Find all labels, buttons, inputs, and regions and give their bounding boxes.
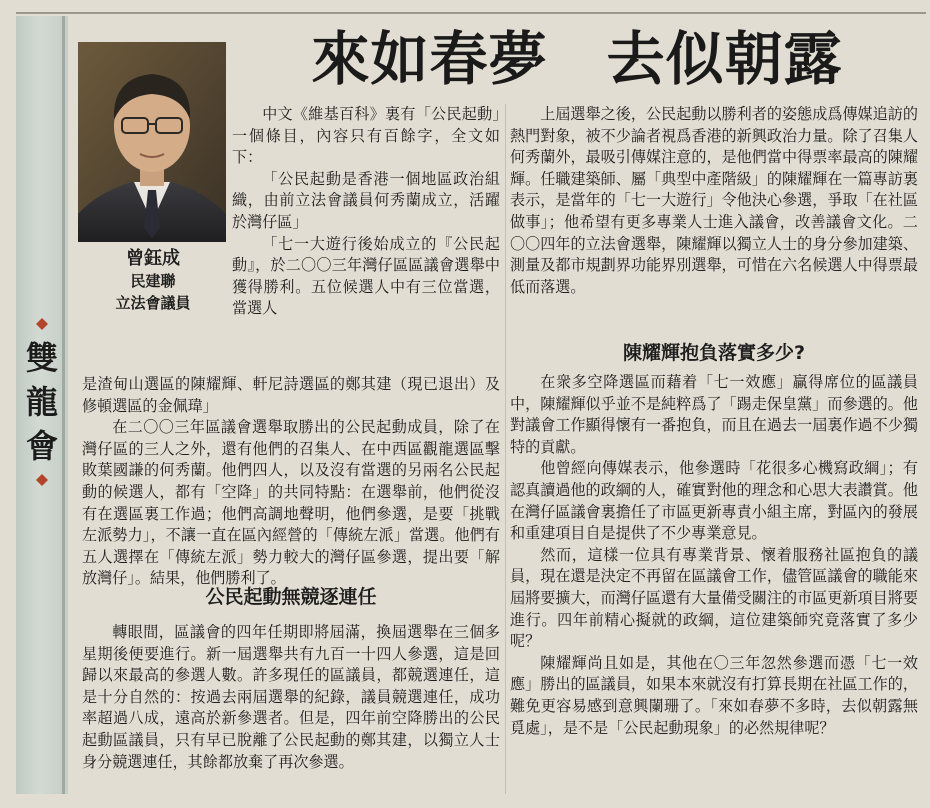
column-label-text <box>18 336 66 468</box>
section-heading: 公民起動無競逐連任 <box>205 586 377 608</box>
author-photo <box>78 42 226 242</box>
author-party: 民建聯 <box>130 272 176 290</box>
diamond-ornament-icon <box>36 474 48 486</box>
body-text-2 <box>82 622 500 773</box>
body-text-1 <box>82 374 500 590</box>
author-title: 立法會議員 <box>115 294 191 312</box>
column-label-char: 會 <box>25 427 58 465</box>
paragraph: 他曾經向傳媒表示，他參選時「花很多心機寫政綱」；有認真讀過他的政綱的人，確實對他的理念和心思大表讚賞。他在灣仔區議會裏擔任了市區更新專責小組主席，對區內的發展和重建項目自是提供了不少專業意見。 <box>510 459 918 543</box>
paragraph: 轉眼間，區議會的四年任期即將屆滿，換屆選舉在三個多星期後便要進行。新一屆選舉共有九百一十四人參選，這是回歸以來最高的參選人數。許多現任的區議員，都競選連任，這是十分自然的：按過去兩屆選舉的紀錄，議員競選連任，成功率超過八成，遠高於新參選者。但是，四年前空降勝出的公民起動區議員，只有早已脫離了公民起動的鄭其建，以獨立人士身分競選連任，其餘都放棄了再次參選。 <box>82 623 500 771</box>
section-heading: 陳耀輝抱負落實多少? <box>622 342 806 364</box>
paragraph: 上屆選舉之後，公民起動以勝利者的姿態成爲傳媒追訪的熱門對象，被不少論者視爲香港的新興政治力量。除了召集人何秀蘭外，最吸引傳媒注意的，是他們當中得票率最高的陳耀輝。任職建築師、屬「典型中產階級」的陳耀輝在一篇專訪裏表示，是當年的「七一大遊行」令他決心參選，爭取「在社區做事」；他希望有更多專業人士進入議會，改善議會文化。二〇〇四年的立法會選舉，陳耀輝以獨立人士的身分參加建築、測量及都市規劃界功能界別選舉，可惜在六名候選人中得票最低而落選。 <box>510 105 918 296</box>
paragraph: 在二〇〇三年區議會選舉取勝出的公民起動成員，除了在灣仔區的三人之外，還有他們的召集人、在中西區觀龍選區擊敗葉國謙的何秀蘭。他們四人，以及沒有當選的另兩名公民起動的候選人，都有「空降」的共同特點：在選舉前，他們從沒有在選區裏工作過；他們高調地聲明，他們參選，是要「挑戰左派勢力」，不讓一直在區內經營的「傳統左派」當選。他們有五人選擇在「傳統左派」勢力較大的灣仔區參選，提出要「解放灣仔」。結果，他們勝利了。 <box>82 418 500 588</box>
author-name: 曾鈺成 <box>126 248 180 269</box>
top-rule <box>16 12 926 14</box>
column-label-char: 雙 <box>25 339 58 377</box>
column-label <box>18 318 66 486</box>
paragraph: 「公民起動是香港一個地區政治組織，由前立法會議員何秀蘭成立，活躍於灣仔區」 <box>232 169 500 231</box>
paragraph: 中文《維基百科》裏有「公民起動」一個條目，內容只有百餘字，全文如下： <box>232 105 500 167</box>
paragraph: 是渣甸山選區的陳耀輝、軒尼詩選區的鄭其建（現已退出）及修頓選區的金佩瑋」 <box>82 375 500 415</box>
column-label-char: 龍 <box>25 383 58 421</box>
headline: 來如春夢 去似朝露 <box>311 25 843 93</box>
diamond-ornament-icon <box>36 318 48 330</box>
body-text-4 <box>510 372 918 739</box>
paragraph: 在衆多空降選區而藉着「七一效應」贏得席位的區議員中，陳耀輝似乎並不是純粹爲了「踢走保皇黨」而參選的。他對議會工作顯得懷有一番抱負，而且在過去一屆裏作過不少獨特的貢獻。 <box>510 373 918 456</box>
author-byline <box>78 248 228 314</box>
paragraph: 「七一大遊行後始成立的『公民起動』，於二〇〇三年灣仔區區議會選舉中獲得勝利。五位候選人中有三位當選，當選人 <box>232 234 500 318</box>
intro-text <box>232 104 500 320</box>
paragraph: 陳耀輝尚且如是，其他在〇三年忽然參選而憑「七一效應」勝出的區議員，如果本來就沒有打算長期在社區工作的，難免更容易感到意興闌珊了。「來如春夢不多時，去似朝露無覓處」，是不是「公民起動現象」的必然規律呢？ <box>510 653 918 737</box>
body-text-3 <box>510 104 918 298</box>
paragraph: 然而，這樣一位具有專業背景、懷着服務社區抱負的議員，現在還是決定不再留在區議會工作，儘管區議會的職能來屆將要擴大，而灣仔區還有大量備受關注的市區更新項目將要進行。四年前精心擬就的政綱，這位建築師究竟落實了多少呢？ <box>510 545 918 651</box>
column-divider <box>505 104 506 794</box>
